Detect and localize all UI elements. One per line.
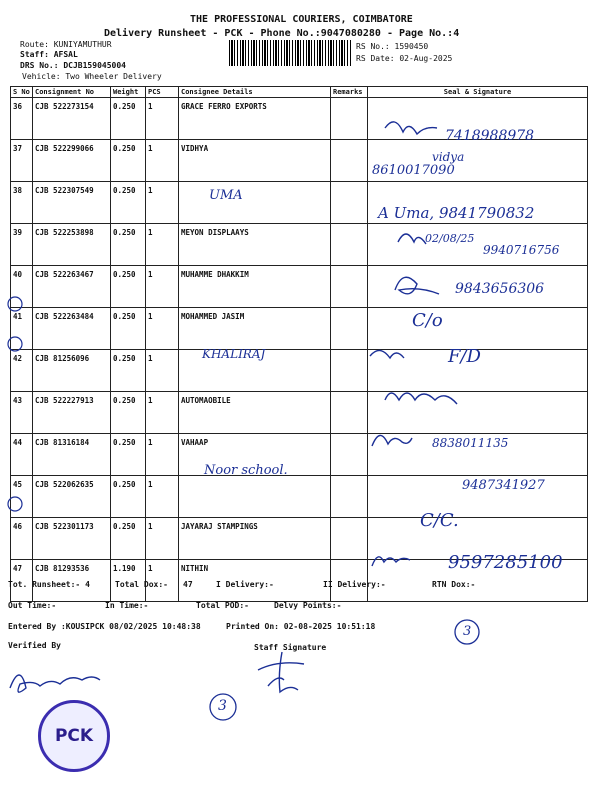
rs-number: RS No.: 1590450	[356, 42, 429, 51]
col-consignment: Consignment No	[33, 87, 111, 98]
cell-remarks	[331, 350, 368, 392]
handwritten-phone-38: A Uma, 9841790832	[378, 204, 535, 222]
total-pod: Total POD:-	[196, 601, 249, 610]
cell-cn: CJB 522299066	[33, 140, 111, 182]
cell-weight: 0.250	[111, 224, 146, 266]
cell-pcs: 1	[146, 98, 179, 140]
cell-cn: CJB 522307549	[33, 182, 111, 224]
rs-date: RS Date: 02-Aug-2025	[356, 54, 453, 63]
cell-consignee: VIDHYA	[179, 140, 331, 182]
table-row	[11, 350, 588, 392]
cell-remarks	[331, 392, 368, 434]
cell-pcs: 1	[146, 476, 179, 518]
total-runsheet: Tot. Runsheet:- 4	[8, 580, 90, 589]
handwritten-name-42: KHALIRAJ	[202, 347, 266, 361]
runsheet-title: Delivery Runsheet - PCK - Phone No.:9047080280 - Page No.:4	[104, 28, 460, 39]
cell-weight: 0.250	[111, 434, 146, 476]
cell-remarks	[331, 308, 368, 350]
handwritten-phone-47: 9597285100	[448, 552, 563, 573]
pck-stamp	[38, 700, 110, 772]
cell-cn: CJB 522062635	[33, 476, 111, 518]
handwritten-phone-40: 9843656306	[455, 281, 545, 297]
cell-remarks	[331, 140, 368, 182]
ii-delivery: II Delivery:-	[323, 580, 386, 589]
handwritten-name-45: Noor school.	[204, 463, 288, 478]
cell-consignee	[179, 476, 331, 518]
rtn-dox: RTN Dox:-	[432, 580, 476, 589]
table-row	[11, 308, 588, 350]
cell-weight: 0.250	[111, 266, 146, 308]
cell-sno: 43	[11, 392, 33, 434]
cell-sno: 37	[11, 140, 33, 182]
barcode	[229, 40, 352, 66]
company-name: THE PROFESSIONAL COURIERS, COIMBATORE	[190, 14, 413, 25]
handwritten-phone-44: 8838011135	[432, 436, 509, 450]
table-row	[11, 392, 588, 434]
cell-sno: 39	[11, 224, 33, 266]
cell-pcs: 1	[146, 392, 179, 434]
cell-sno: 42	[11, 350, 33, 392]
cell-pcs: 1	[146, 182, 179, 224]
cell-signature	[368, 392, 588, 434]
cell-pcs: 1	[146, 266, 179, 308]
staff-signature-label: Staff Signature	[254, 643, 327, 652]
cell-sno: 38	[11, 182, 33, 224]
col-weight: Weight	[111, 87, 146, 98]
handwritten-phone-45: 9487341927	[462, 478, 545, 493]
runsheet-table	[10, 86, 588, 602]
staff-signature	[258, 652, 304, 692]
vehicle-label: Vehicle: Two Wheeler Delivery	[22, 72, 162, 81]
col-pcs: PCS	[146, 87, 179, 98]
handwritten-date-39: 02/08/25	[425, 232, 475, 245]
cell-consignee: GRACE FERRO EXPORTS	[179, 98, 331, 140]
handwritten-co-41: C/o	[412, 310, 443, 331]
total-dox-label: Total Dox:-	[115, 580, 168, 589]
cell-consignee: MOHAMMED JASIM	[179, 308, 331, 350]
route-label: Route: KUNIYAMUTHUR	[20, 40, 112, 49]
table-header-row	[11, 87, 588, 98]
cell-pcs: 1	[146, 518, 179, 560]
cell-consignee	[179, 182, 331, 224]
handwritten-name-38: UMA	[209, 188, 243, 203]
cell-consignee: MEYON DISPLAAYS	[179, 224, 331, 266]
circled-number-right: 3	[463, 624, 472, 639]
cell-weight: 0.250	[111, 476, 146, 518]
drs-number: DRS No.: DCJB159045004	[20, 61, 126, 70]
cell-weight: 0.250	[111, 350, 146, 392]
col-sno: S No	[11, 87, 33, 98]
staff-label: Staff: AFSAL	[20, 50, 78, 59]
verified-by: Verified By	[8, 641, 61, 650]
cell-consignee: NITHIN	[179, 560, 331, 602]
cell-cn: CJB 522227913	[33, 392, 111, 434]
cell-sno: 41	[11, 308, 33, 350]
cell-cn: CJB 522263484	[33, 308, 111, 350]
cell-remarks	[331, 476, 368, 518]
cell-sno: 36	[11, 98, 33, 140]
out-time: Out Time:-	[8, 601, 57, 610]
cell-consignee: VAHAAP	[179, 434, 331, 476]
stamp-text: PCK	[54, 726, 94, 746]
cell-pcs: 1	[146, 224, 179, 266]
cell-weight: 1.190	[111, 560, 146, 602]
handwritten-phone-39: 9940716756	[483, 243, 560, 257]
cell-cn: CJB 81293536	[33, 560, 111, 602]
cell-sno: 44	[11, 434, 33, 476]
cell-remarks	[331, 266, 368, 308]
cell-signature	[368, 308, 588, 350]
cell-cn: CJB 522273154	[33, 98, 111, 140]
cell-pcs: 1	[146, 140, 179, 182]
i-delivery: I Delivery:-	[216, 580, 274, 589]
cell-remarks	[331, 182, 368, 224]
cell-weight: 0.250	[111, 392, 146, 434]
circled-number-bottom: 3	[218, 698, 227, 714]
cell-weight: 0.250	[111, 518, 146, 560]
handwritten-cc-46: C/C.	[420, 510, 459, 531]
cell-pcs: 1	[146, 560, 179, 602]
col-remarks: Remarks	[331, 87, 368, 98]
cell-cn: CJB 522301173	[33, 518, 111, 560]
cell-cn: CJB 522253898	[33, 224, 111, 266]
handwritten-fd-42: F/D	[448, 346, 481, 367]
cell-weight: 0.250	[111, 308, 146, 350]
handwritten-phone-37: 8610017090	[372, 163, 455, 178]
col-signature: Seal & Signature	[368, 87, 588, 98]
cell-pcs: 1	[146, 350, 179, 392]
cell-sno: 47	[11, 560, 33, 602]
total-dox-value: 47	[183, 580, 193, 589]
cell-consignee: AUTOMAOBILE	[179, 392, 331, 434]
handwritten-name-37: vidya	[432, 150, 465, 164]
printed-on: Printed On: 02-08-2025 10:51:18	[226, 622, 376, 631]
cell-remarks	[331, 434, 368, 476]
col-consignee: Consignee Details	[179, 87, 331, 98]
cell-remarks	[331, 98, 368, 140]
cell-pcs: 1	[146, 434, 179, 476]
cell-cn: CJB 81256096	[33, 350, 111, 392]
cell-cn: CJB 522263467	[33, 266, 111, 308]
cell-weight: 0.250	[111, 182, 146, 224]
cell-weight: 0.250	[111, 140, 146, 182]
cell-sno: 40	[11, 266, 33, 308]
cell-pcs: 1	[146, 308, 179, 350]
handwritten-phone-36: 7418988978	[445, 128, 535, 144]
delivery-points: Delvy Points:-	[274, 601, 342, 610]
cell-consignee: MUHAMME DHAKKIM	[179, 266, 331, 308]
cell-sno: 45	[11, 476, 33, 518]
cell-remarks	[331, 518, 368, 560]
cell-cn: CJB 81316184	[33, 434, 111, 476]
in-time: In Time:-	[105, 601, 149, 610]
cell-sno: 46	[11, 518, 33, 560]
cell-remarks	[331, 224, 368, 266]
cell-consignee: JAYARAJ STAMPINGS	[179, 518, 331, 560]
verified-signature	[10, 675, 100, 692]
cell-weight: 0.250	[111, 98, 146, 140]
entered-by: Entered By :KOUSIPCK 08/02/2025 10:48:38	[8, 622, 201, 631]
table-row	[11, 140, 588, 182]
